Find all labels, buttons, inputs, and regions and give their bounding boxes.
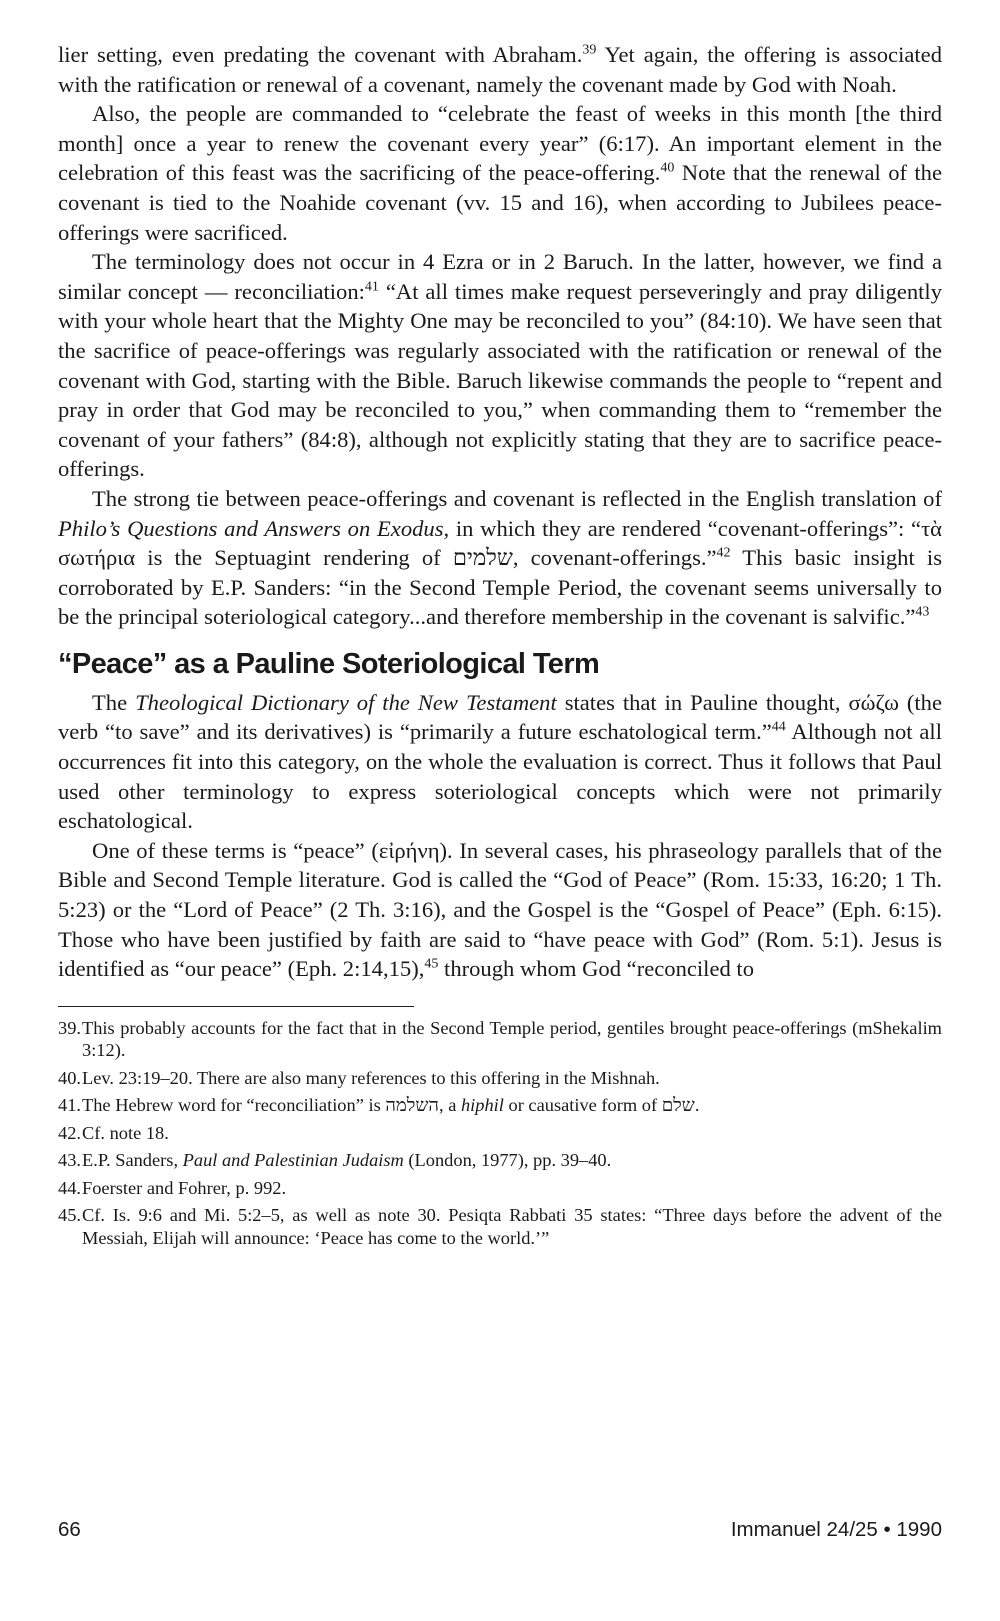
text-run: The Hebrew word for “reconciliation” is השלמה, a xyxy=(82,1095,461,1116)
footnote xyxy=(58,1094,942,1117)
footnote-ref: 45 xyxy=(424,956,439,972)
footnote-ref: 39 xyxy=(582,42,597,58)
italic-title: Paul and Palestinian Judaism xyxy=(182,1150,404,1171)
footnote xyxy=(58,1122,942,1145)
text-run: Cf. Is. 9:6 and Mi. 5:2–5, as well as note 30. Pesiqta Rabbati 35 states: “Three days before the advent of the Messiah, Elijah will announce: ‘Peace has come to the world.’” xyxy=(82,1205,942,1248)
text-run: The strong tie between peace-offerings and covenant is reflected in the English translation of xyxy=(92,485,942,511)
section-heading: “Peace” as a Pauline Soteriological Term xyxy=(58,647,600,680)
text-run: Lev. 23:19–20. There are also many references to this offering in the Mishnah. xyxy=(82,1067,660,1088)
footnote xyxy=(58,1067,942,1090)
paragraph xyxy=(58,688,942,836)
text-run: Also, the people are commanded to “celebrate the feast of weeks in this month [the third month] once a year to renew the covenant every year” (6:17). An important element in the celebration of this feast was the sacrificing of the peace-offering. xyxy=(58,101,942,186)
text-run: This basic insight is corroborated by E.P. Sanders: “in the Second Temple Period, the covenant seems universally to be the principal soteriological category...and therefore membership in the covenant is salvific.” xyxy=(58,545,942,630)
footnote-number: 44. xyxy=(58,1177,81,1198)
text-run: “At all times make request perseveringly and pray diligently with your whole heart that the Mighty One may be reconciled to you” (84:10). We have seen that the sacrifice of peace-offerings was regularly associated with the ratification or renewal of the covenant with God, starting with the Bible. Baruch likewise commands the people to “repent and pray in order that God may be reconciled to you,” when commanding them to “remember the covenant of your fathers” (84:8), although not explicitly stating that they are to sacrifice peace-offerings. xyxy=(58,278,943,482)
footnote-number: 45. xyxy=(58,1205,81,1226)
text-run: This probably accounts for the fact that in the Second Temple period, gentiles brought peace-offerings (mShekalim 3:12). xyxy=(82,1017,942,1061)
main-text-lower xyxy=(58,688,942,984)
paragraph xyxy=(58,40,942,99)
paragraph xyxy=(58,247,942,484)
footnotes xyxy=(58,1017,942,1250)
text-run: Although not all occurrences fit into this category, on the whole the evaluation is correct. Thus it follows that Paul used other terminology to express soteriological concepts which were not primarily eschatological. xyxy=(58,719,942,834)
paragraph xyxy=(58,484,942,632)
text-run: Note that the renewal of the covenant is tied to the Noahide covenant (vv. 15 and 16), when according to Jubilees peace-offerings were sacrificed. xyxy=(58,160,942,245)
page-number: 66 xyxy=(58,1518,81,1541)
footnote xyxy=(58,1177,942,1200)
footnote xyxy=(58,1017,942,1062)
footnote-ref: 43 xyxy=(915,604,930,620)
italic-title: Theological Dictionary of the New Testament xyxy=(135,689,557,715)
paragraph xyxy=(58,99,942,247)
journal-citation: Immanuel 24/25 • 1990 xyxy=(730,1518,942,1541)
text-run: Cf. note 18. xyxy=(82,1122,169,1143)
text-run: E.P. Sanders, xyxy=(82,1150,183,1171)
text-run: The terminology does not occur in 4 Ezra or in 2 Baruch. In the latter, however, we find a similar concept — reconciliation: xyxy=(58,249,942,304)
footnote xyxy=(58,1204,942,1249)
footnote-number: 40. xyxy=(58,1067,81,1088)
text-run: through whom God “reconciled to xyxy=(438,956,754,982)
text-run: The xyxy=(92,689,136,715)
text-run: Foerster and Fohrer, p. 992. xyxy=(82,1177,287,1198)
footnote-ref: 41 xyxy=(364,279,379,295)
footnote-ref: 40 xyxy=(660,160,675,176)
text-run: Yet again, the offering is associated with the ratification or renewal of a covenant, namely the covenant made by God with Noah. xyxy=(58,42,942,97)
text-run: lier setting, even predating the covenant with Abraham. xyxy=(58,42,583,67)
page-body xyxy=(58,40,942,1254)
italic-title: hiphil xyxy=(460,1095,504,1116)
text-run: or causative form of שלם. xyxy=(503,1095,700,1116)
text-run: (London, 1977), pp. 39–40. xyxy=(403,1150,612,1171)
text-run: states that in Pauline thought, σώζω (the verb “to save” and its derivatives) is “primarily a future eschatological term.” xyxy=(58,689,943,745)
footnote-number: 42. xyxy=(58,1122,81,1143)
text-run: , in which they are rendered “covenant-offerings”: “τὰ σωτήρια is the Septuagint rendering of שלמים, covenant-offerings.” xyxy=(58,515,942,571)
paragraph xyxy=(58,836,942,984)
footnote-ref: 42 xyxy=(716,545,731,561)
footnote-number: 39. xyxy=(58,1017,81,1038)
footnote-number: 43. xyxy=(58,1150,81,1171)
footnote xyxy=(58,1149,942,1172)
text-run: One of these terms is “peace” (εἰρήνη). In several cases, his phraseology parallels that of the Bible and Second Temple literature. God is called the “God of Peace” (Rom. 15:33, 16:20; 1 Th. 5:23) or the “Lord of Peace” (2 Th. 3:16), and the Gospel is the “Gospel of Peace” (Eph. 6:15). Those who have been justified by faith are said to “have peace with God” (Rom. 5:1). Jesus is identified as “our peace” (Eph. 2:14,15), xyxy=(58,837,942,982)
italic-title: Philo’s Questions and Answers on Exodus xyxy=(58,515,444,541)
footnote-number: 41. xyxy=(58,1095,81,1116)
main-text-upper xyxy=(58,40,942,632)
footnote-divider xyxy=(58,1006,414,1007)
footnote-ref: 44 xyxy=(771,719,786,735)
